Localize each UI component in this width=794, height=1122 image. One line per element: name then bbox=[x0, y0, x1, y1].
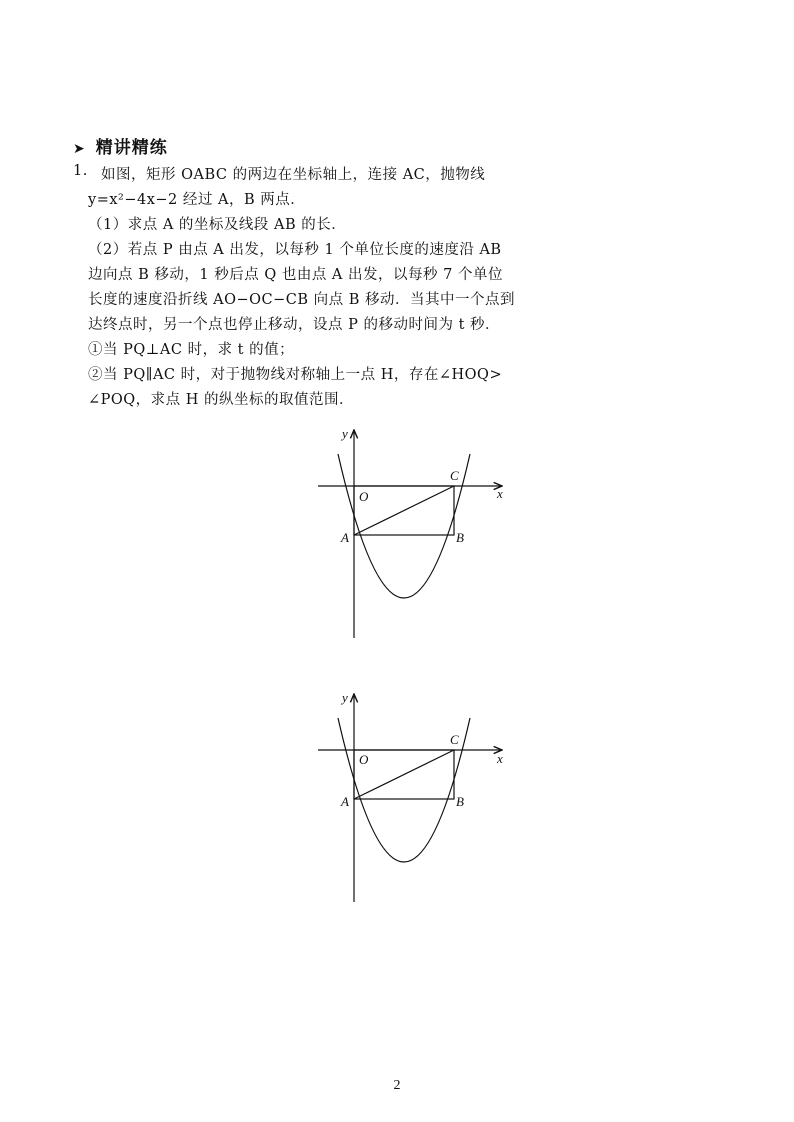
problem-line-1: 如图，矩形 OABC 的两边在坐标轴上，连接 AC，抛物线 bbox=[101, 167, 486, 183]
figure-1-diagram bbox=[312, 422, 512, 644]
arrow-bullet-icon: ➤ bbox=[73, 141, 86, 157]
problem-line-4: （2）若点 P 由点 A 出发，以每秒 1 个单位长度的速度沿 AB bbox=[88, 242, 502, 258]
problem-line-7: 达终点时，另一个点也停止移动，设点 P 的移动时间为 t 秒． bbox=[88, 317, 501, 333]
problem-line-5: 边向点 B 移动，1 秒后点 Q 也由点 A 出发，以每秒 7 个单位 bbox=[88, 267, 503, 283]
label-y: y bbox=[342, 426, 348, 441]
problem-line-10: ∠POQ，求点 H 的纵坐标的取值范围． bbox=[88, 392, 355, 408]
problem-line-9: ②当 PQ∥AC 时，对于抛物线对称轴上一点 H，存在∠HOQ> bbox=[88, 367, 503, 383]
problem-line-2: y=x²−4x−2 经过 A，B 两点． bbox=[88, 192, 306, 208]
figure-2-diagram bbox=[312, 686, 512, 908]
section-heading bbox=[73, 133, 168, 158]
label-b: B bbox=[456, 530, 464, 545]
label-c: C bbox=[450, 732, 459, 747]
label-o: O bbox=[359, 752, 369, 767]
label-a: A bbox=[341, 530, 349, 545]
diagonal-ac bbox=[354, 750, 454, 799]
label-c: C bbox=[450, 468, 459, 483]
problem-line-8: ①当 PQ⊥AC 时，求 t 的值； bbox=[88, 342, 295, 358]
label-y: y bbox=[342, 690, 348, 705]
label-x: x bbox=[497, 751, 503, 766]
label-a: A bbox=[341, 794, 349, 809]
diagonal-ac bbox=[354, 486, 454, 535]
label-b: B bbox=[456, 794, 464, 809]
problem-line-6: 长度的速度沿折线 AO−OC−CB 向点 B 移动．当其中一个点到 bbox=[88, 292, 515, 308]
label-x: x bbox=[497, 486, 503, 501]
label-o: O bbox=[359, 489, 369, 504]
problem-line-3: （1）求点 A 的坐标及线段 AB 的长． bbox=[88, 217, 347, 233]
problem-number: 1. bbox=[73, 163, 88, 179]
section-title: 精讲精练 bbox=[95, 138, 168, 158]
page-number: 2 bbox=[393, 1078, 401, 1093]
